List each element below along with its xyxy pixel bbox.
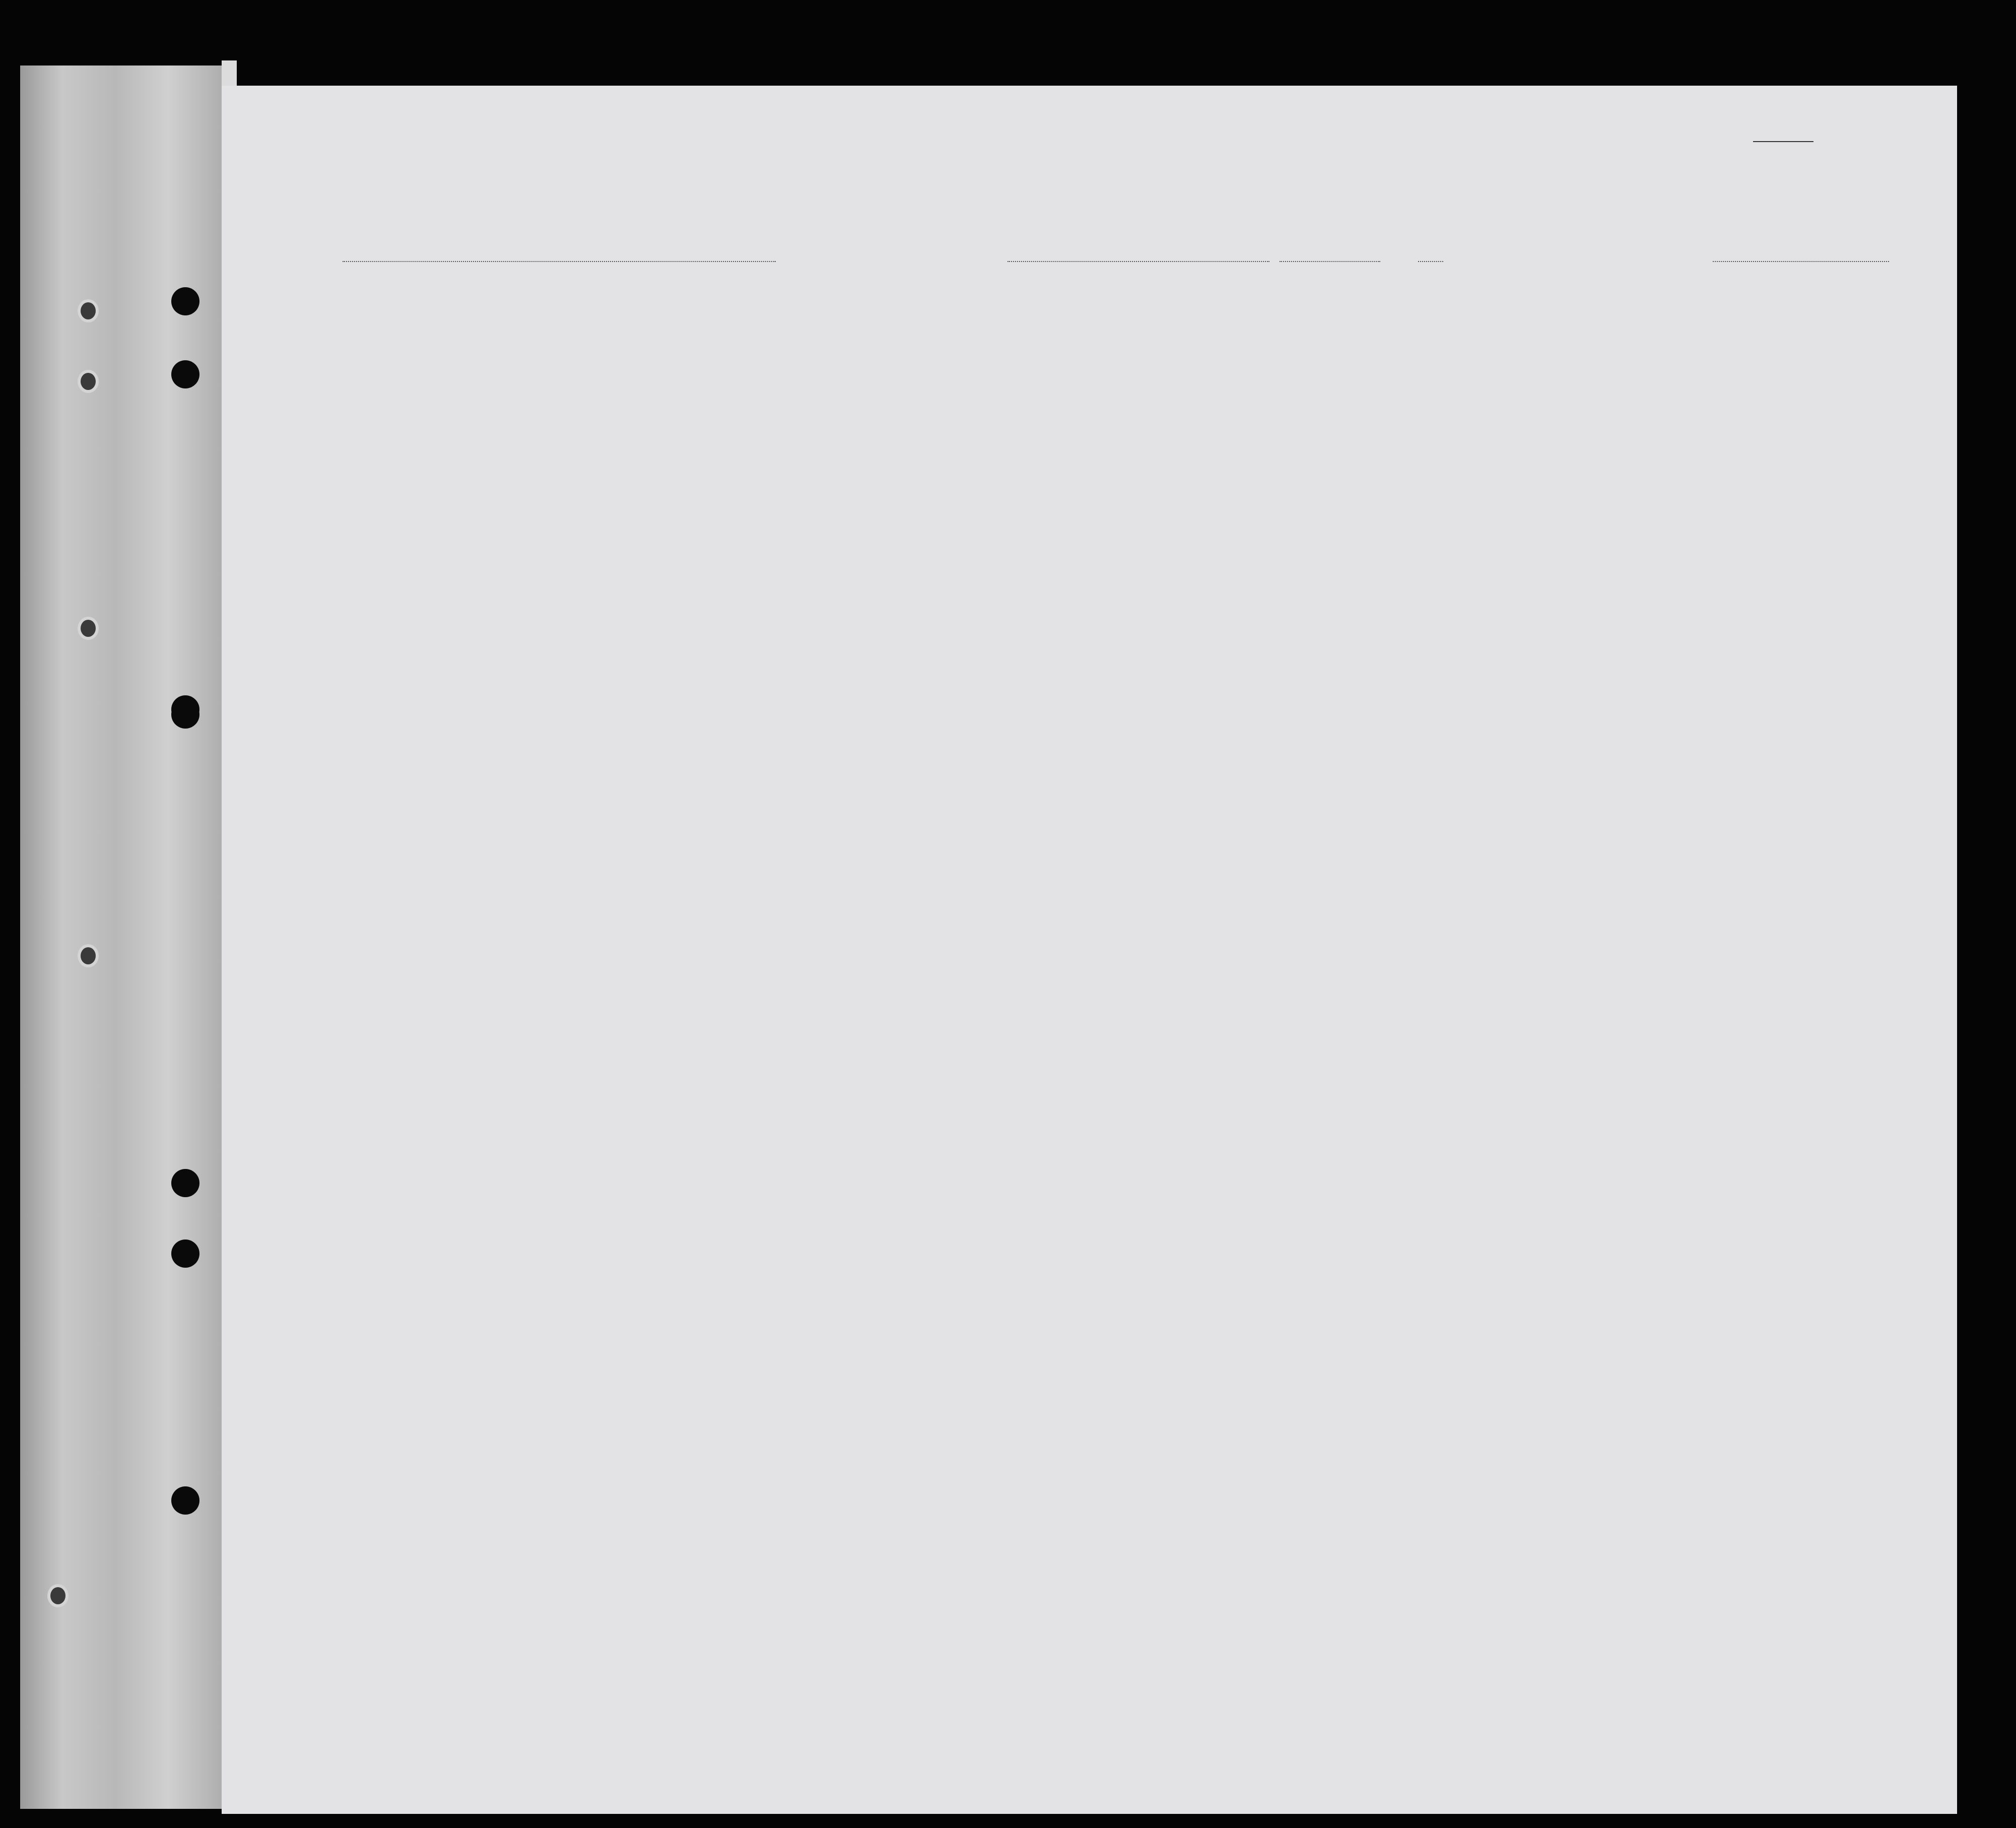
punch-hole (171, 287, 199, 315)
vessel-name (343, 246, 776, 262)
punch-hole (171, 695, 199, 724)
binder-stub (81, 373, 96, 390)
manifest-sheet (222, 86, 1957, 1814)
number-value (1753, 141, 1813, 142)
binder-stub (81, 620, 96, 637)
binder-stub (81, 302, 96, 319)
sailing-date (1280, 246, 1380, 262)
sailing-from-port (1007, 246, 1269, 262)
sailing-year (1418, 246, 1443, 262)
binder-strip (20, 66, 232, 1809)
punch-hole (171, 1486, 199, 1515)
arriving-port-line (1713, 246, 1879, 262)
punch-hole (171, 1169, 199, 1197)
punch-hole (171, 360, 199, 388)
binder-stub (81, 947, 96, 964)
punch-hole (171, 1239, 199, 1268)
binder-stub (50, 1587, 65, 1604)
